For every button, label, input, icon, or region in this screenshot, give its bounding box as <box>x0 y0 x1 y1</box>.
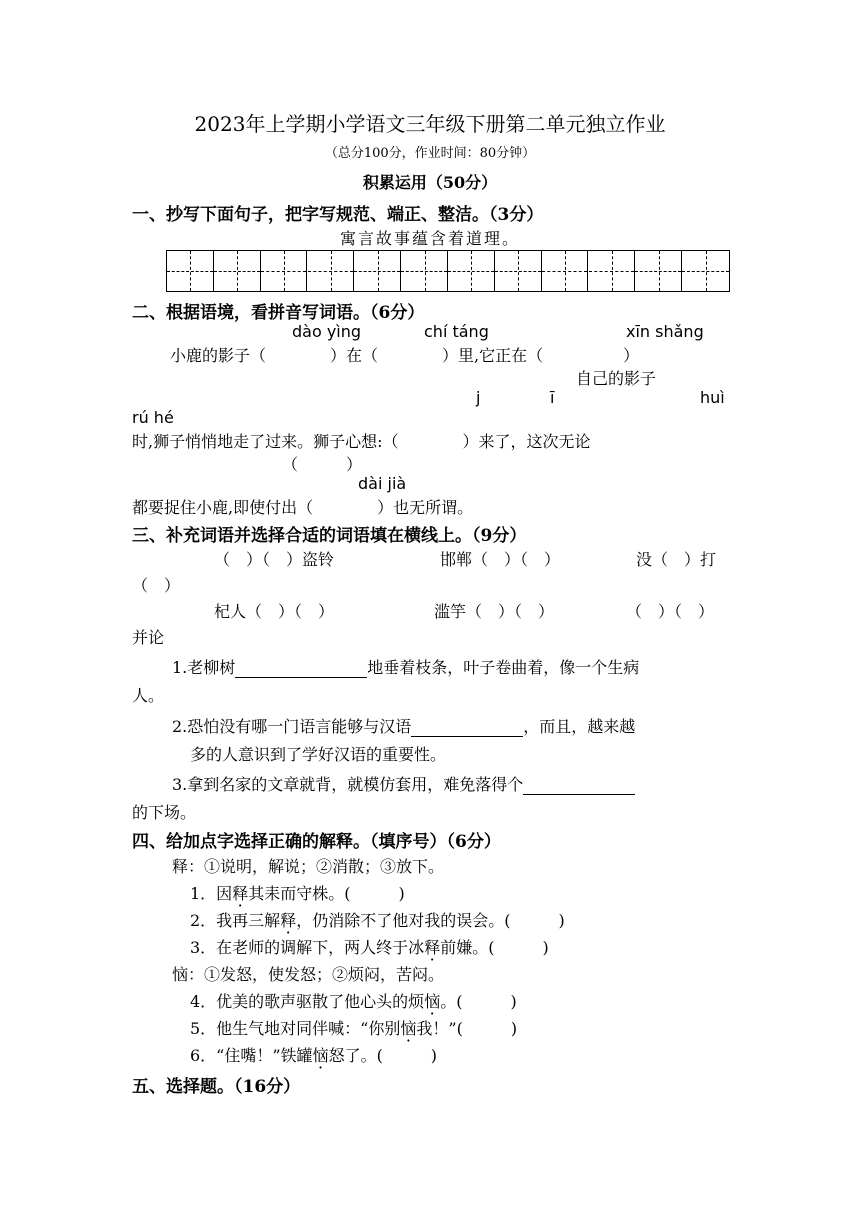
grid-cell[interactable] <box>589 251 636 291</box>
item-1: 1．因释其耒而守株。( ) <box>190 884 405 903</box>
grid-cell[interactable] <box>354 251 401 291</box>
grid-guide <box>190 251 191 291</box>
grid-cell[interactable] <box>495 251 542 291</box>
item-3: 3．在老师的调解下，两人终于冰释前嫌。( ) <box>190 938 549 957</box>
grid-guide <box>471 251 472 291</box>
document-subtitle: （总分100分，作业时间：80分钟） <box>324 146 536 161</box>
dotted-char: 释 <box>232 884 249 903</box>
idiom-2: 邯郸（ ）（ ） <box>440 550 561 569</box>
pinyin-chitang: chí táng <box>424 322 489 341</box>
pinyin-hui: huì <box>700 388 725 407</box>
grid-cell[interactable] <box>448 251 495 291</box>
idiom-6: （ ）（ ） <box>626 602 715 621</box>
pinyin-daijia: dài jià <box>358 474 407 493</box>
grid-cell[interactable] <box>682 251 729 291</box>
grid-guide <box>284 251 285 291</box>
grid-guide <box>659 251 660 291</box>
grid-cell[interactable] <box>214 251 261 291</box>
pinyin-xinshang: xīn shǎng <box>626 322 704 341</box>
sentence-2: 2.恐怕没有哪一门语言能够与汉语 ，而且，越来越 <box>172 717 636 736</box>
grid-guide <box>237 251 238 291</box>
q1-sentence: 寓言故事蕴含着道理。 <box>339 229 520 248</box>
item-4: 4．优美的歌声驱散了他心头的烦恼。( ) <box>190 992 517 1011</box>
grid-cell[interactable] <box>401 251 448 291</box>
q2-line2: 时,狮子悄悄地走了过来。狮子心想:（ ）来了，这次无论 <box>132 432 591 451</box>
grid-cell[interactable] <box>542 251 589 291</box>
grid-guide <box>518 251 519 291</box>
q2-line1: 小鹿的影子（ ）在（ ）里,它正在（ ） <box>170 346 640 365</box>
grid-guide <box>425 251 426 291</box>
q2-heading: 二、根据语境，看拼音写词语。（6分） <box>132 303 425 323</box>
q2-line2b: （ ） <box>282 455 363 474</box>
pinyin-ruhe: rú hé <box>132 408 174 427</box>
q2-line1b: 自己的影子 <box>576 369 657 388</box>
grid-cell[interactable] <box>635 251 682 291</box>
definition-shi: 释：①说明，解说；②消散；③放下。 <box>172 857 445 876</box>
document-title: 2023年上学期小学语文三年级下册第二单元独立作业 <box>194 112 666 136</box>
idiom-3-cont: （ ） <box>132 576 181 595</box>
grid-guide <box>378 251 379 291</box>
sentence-2-cont: 多的人意识到了学好汉语的重要性。 <box>190 745 447 764</box>
pinyin-j: j <box>476 388 481 407</box>
grid-cell[interactable] <box>308 251 355 291</box>
idiom-4: 杞人（ ）（ ） <box>214 602 335 621</box>
item-2: 2．我再三解释，仍消除不了他对我的误会。( ) <box>190 911 565 930</box>
grid-cell[interactable] <box>167 251 214 291</box>
q1-heading: 一、抄写下面句子，把字写规范、端正、整洁。（3分） <box>132 205 544 225</box>
pinyin-daoying: dào yìng <box>292 322 362 341</box>
grid-guide <box>331 251 332 291</box>
dotted-char: 释 <box>424 938 441 957</box>
sentence-3-cont: 的下场。 <box>132 803 197 822</box>
q2-line3: 都要捉住小鹿,即使付出（ ）也无所谓。 <box>132 498 474 517</box>
grid-guide <box>565 251 566 291</box>
idiom-1: （ ）（ ）盗铃 <box>214 550 335 569</box>
dotted-char: 恼 <box>424 992 441 1011</box>
idiom-5: 滥竽（ ）（ ） <box>434 602 555 621</box>
pinyin-i: ī <box>550 388 555 407</box>
q3-heading: 三、补充词语并选择合适的词语填在横线上。（9分） <box>132 526 527 546</box>
dotted-char: 恼 <box>400 1019 417 1038</box>
sentence-1: 1.老柳树 地垂着枝条，叶子卷曲着，像一个生病 <box>172 658 640 677</box>
dotted-char: 释 <box>280 911 297 930</box>
part-title: 积累运用（50分） <box>362 173 498 192</box>
sentence-1-cont: 人。 <box>132 686 165 705</box>
answer-blank-2[interactable] <box>411 718 523 737</box>
answer-blank-3[interactable] <box>523 776 635 795</box>
grid-guide <box>706 251 707 291</box>
definition-nao: 恼：①发怒，使发怒；②烦闷，苦闷。 <box>172 965 445 984</box>
q4-heading: 四、给加点字选择正确的解释。（填序号）（6分） <box>132 832 501 852</box>
answer-blank-1[interactable] <box>235 659 367 678</box>
item-6: 6．“住嘴！”铁罐恼怒了。( ) <box>190 1046 438 1065</box>
item-5: 5．他生气地对同伴喊：“你别恼我！”( ) <box>190 1019 518 1038</box>
dotted-char: 恼 <box>312 1046 329 1065</box>
grid-cell[interactable] <box>261 251 308 291</box>
idiom-6-cont: 并论 <box>132 628 165 647</box>
q5-heading: 五、选择题。（16分） <box>132 1077 301 1097</box>
grid-guide <box>612 251 613 291</box>
sentence-3: 3.拿到名家的文章就背，就模仿套用，难免落得个 <box>172 772 635 795</box>
writing-grid <box>166 250 730 292</box>
idiom-3: 没（ ）打 <box>636 550 717 569</box>
